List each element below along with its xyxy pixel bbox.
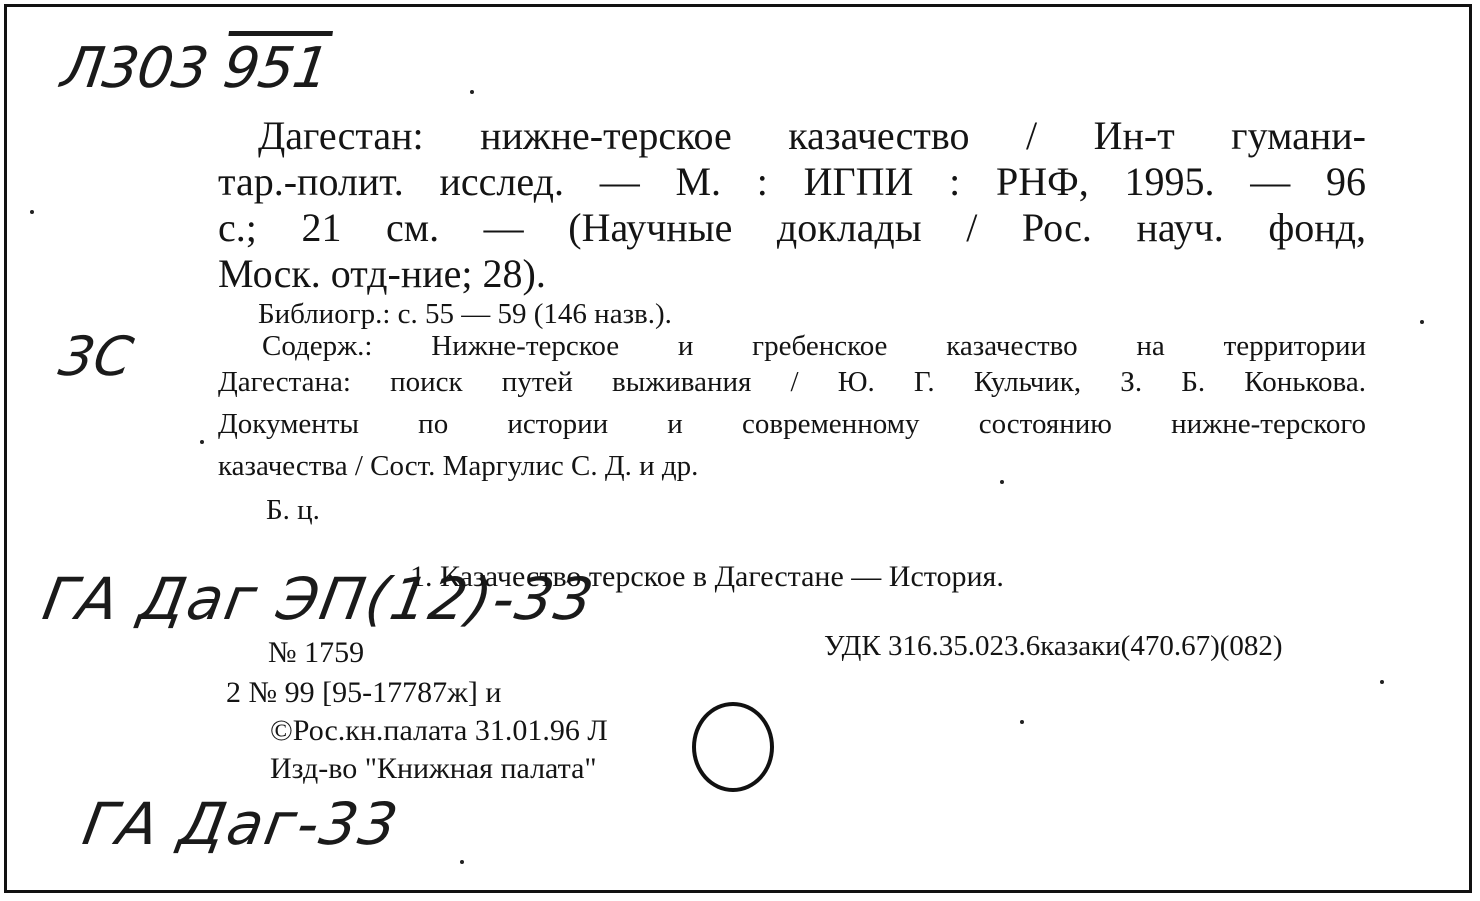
contents-line-2: Дагестана: поиск путей выживания / Ю. Г. Кульчик, З. Б. Конькова.: [218, 366, 1366, 398]
shelfmark-sup: 951: [219, 36, 333, 101]
contents-line-4: казачества / Сост. Маргулис С. Д. и др.: [218, 450, 699, 482]
scan-speck: [1420, 320, 1424, 324]
scan-speck: [1020, 720, 1024, 724]
tracing-line: 2 № 99 [95-17787ж] и: [226, 676, 502, 709]
handwritten-location-1: ГА Даг ЭП(12)-33: [38, 565, 601, 633]
handwritten-code: 3С: [54, 325, 138, 388]
contents-line-3: Документы по истории и современному состоянию нижне-терского: [218, 408, 1366, 440]
handwritten-shelfmark: [57, 36, 332, 101]
subject-heading: 1. Казачество терское в Дагестане — История.: [410, 560, 1004, 593]
udk-code: УДК 316.35.023.6казаки(470.67)(082): [824, 630, 1283, 662]
scan-speck: [1000, 480, 1004, 484]
description-line-4: Моск. отд-ние; 28).: [218, 251, 546, 296]
shelfmark-main: Л303: [57, 36, 212, 101]
description-line-2: тар.-полит. исслед. — М. : ИГПИ : РНФ, 1995. — 96: [218, 159, 1366, 204]
copyright-line: ©Рос.кн.палата 31.01.96 Л: [270, 714, 608, 747]
scan-speck: [1380, 680, 1384, 684]
scan-speck: [460, 860, 464, 864]
handwritten-location-2: ГА Даг-33: [78, 790, 405, 858]
scan-speck: [30, 210, 34, 214]
description-line-1: Дагестан: нижне-терское казачество / Ин-т гумани-: [258, 113, 1366, 158]
publisher-line: Изд-во "Книжная палата": [270, 752, 597, 785]
price-note: Б. ц.: [266, 494, 320, 526]
card-number: № 1759: [268, 636, 365, 669]
scan-speck: [200, 440, 204, 444]
contents-line-1: Содерж.: Нижне-терское и гребенское казачество на территории: [262, 330, 1366, 362]
punch-hole-circle: [692, 702, 774, 792]
scan-speck: [470, 90, 474, 94]
description-line-3: с.; 21 см. — (Научные доклады / Рос. науч. фонд,: [218, 205, 1366, 250]
bibliography-note: Библиогр.: с. 55 — 59 (146 назв.).: [258, 298, 672, 330]
